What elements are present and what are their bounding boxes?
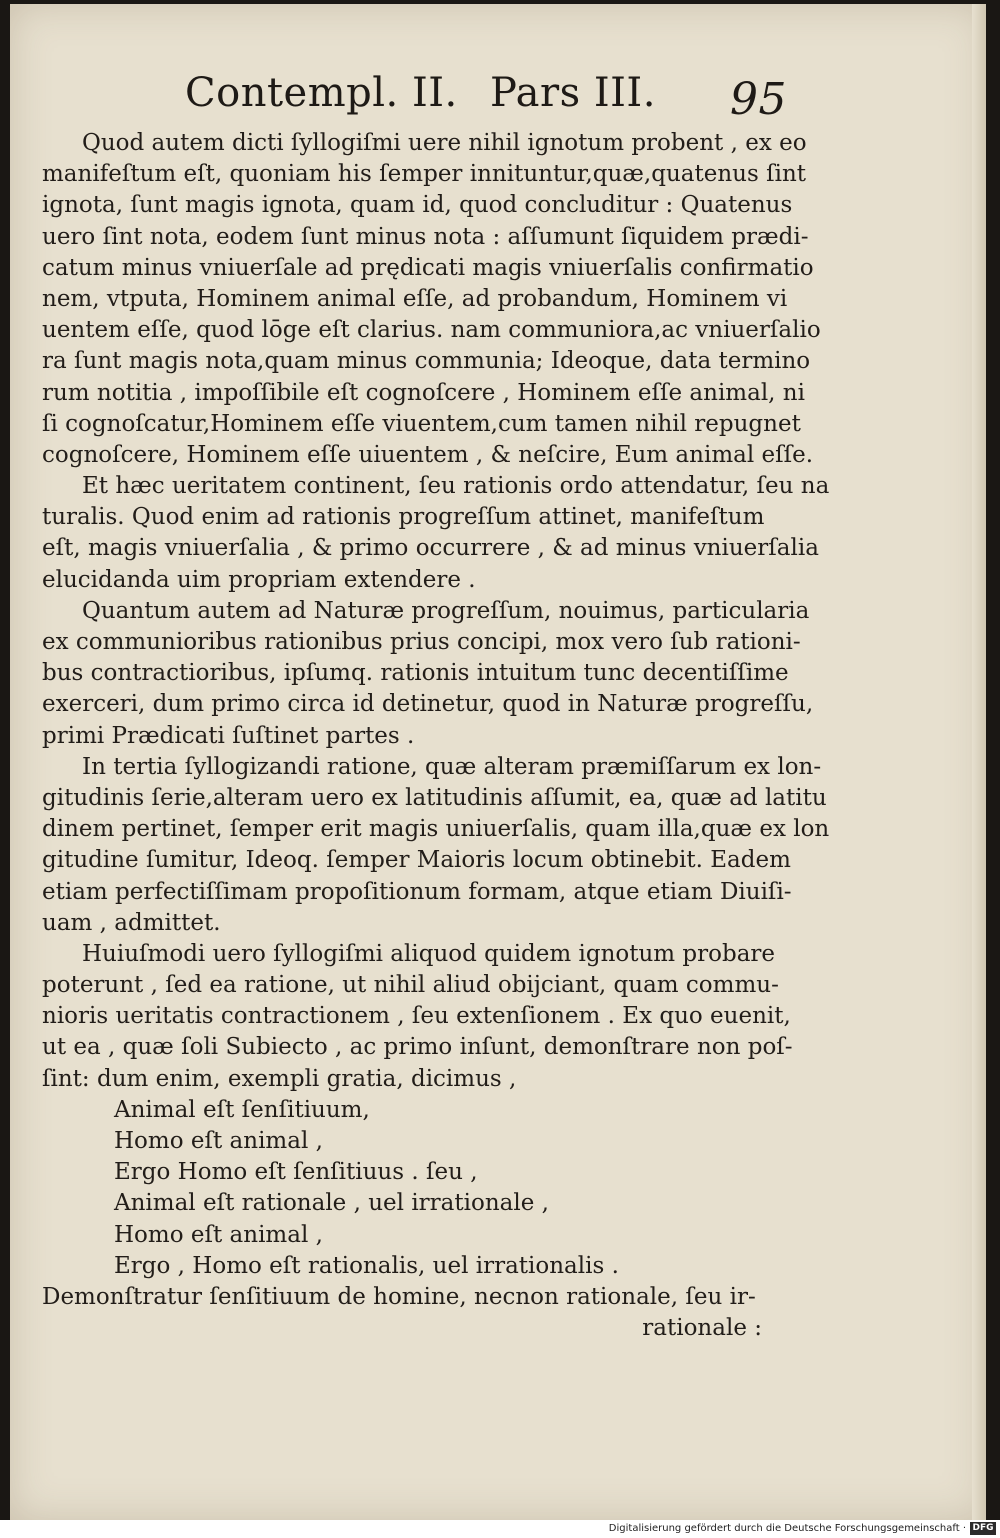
text-line: etiam perfectiſſimam propoſitionum formam, atque etiam Diuiſi- [42,878,792,905]
digitization-footer [0,1520,1000,1538]
text-line: gitudine ſumitur, Ideoq. ſemper Maioris locum obtinebit. Eadem [42,847,791,874]
text-line: Huiuſmodi uero ſyllogiſmi aliquod quidem ignotum probare [82,940,776,967]
syllogism-line: Homo eſt animal , [114,1128,323,1154]
text-line: Quod autem dicti ſyllogiſmi uere nihil ignotum probent , ex eo [82,130,807,156]
body-text [42,128,830,1344]
text-line: poterunt , ſed ea ratione, ut nihil aliud obijciant, quam commu- [42,972,779,999]
text-line: primi Prædicati ſuſtinet partes . [42,722,415,749]
funding-credit: Digitalisierung gefördert durch die Deutsche Forschungsgemeinschaft · [608,1523,966,1534]
text-line: ex communioribus rationibus prius concipi, mox vero ſub rationi- [42,629,801,655]
text-line: bus contractioribus, ipſumq. rationis intuitum tunc decentiſſime [42,660,789,687]
text-line: nem, vtputa, Hominem animal eſſe, ad probandum, Hominem vi [42,285,788,312]
text-line: Quantum autem ad Naturæ progreſſum, nouimus, particularia [82,597,810,624]
running-head-left: Contempl. II. [185,70,458,116]
text-line: rum notitia , impoſſibile eſt cognoſcere , Hominem eſſe animal, ni [42,379,805,406]
page-edge [972,4,986,1520]
text-line: nioris ueritatis contractionem , ſeu extenſionem . Ex quo euenit, [42,1003,791,1030]
syllogism-line: Ergo , Homo eſt rationalis, uel irrationalis . [114,1252,619,1279]
text-line: ut ea , quæ ſoli Subiecto , ac primo inſunt, demonſtrare non poſ- [42,1034,793,1061]
text-line: uam , admittet. [42,909,221,936]
text-line: uentem eſſe, quod lōge eſt clarius. nam communiora,ac vniuerſalio [42,317,821,344]
running-head-part: Pars III. [490,70,656,116]
text-line: ignota, ſunt magis ignota, quam id, quod concluditur : Quatenus [42,192,793,219]
text-line: gitudinis ſerie,alteram uero ex latitudinis aſſumit, ea, quæ ad latitu [42,784,827,811]
syllogism-line: Animal eſt rationale , uel irrationale , [114,1190,549,1217]
text-line: In tertia ſyllogizandi ratione, quæ alteram præmiſſarum ex lon- [82,753,822,780]
syllogism-line: Animal eſt ſenſitiuum, [114,1096,370,1123]
text-line: exerceri, dum primo circa id detinetur, quod in Naturæ progreſſu, [42,691,814,718]
text-line: eſt, magis vniuerſalia , & primo occurrere , & ad minus vniuerſalia [42,535,819,562]
text-line: Demonſtratur ſenſitiuum de homine, necnon rationale, ſeu ir- [42,1283,756,1310]
page-number: 95 [730,74,787,125]
text-line: cognoſcere, Hominem eſſe uiuentem , & neſcire, Eum animal eſſe. [42,441,814,468]
text-line: elucidanda uim propriam extendere . [42,566,476,593]
text-line: dinem pertinet, ſemper erit magis uniuerſalis, quam illa,quæ ex lon [42,816,830,843]
text-line: turalis. Quod enim ad rationis progreſſum attinet, manifeſtum [42,504,765,531]
syllogism-line: Homo eſt animal , [114,1221,323,1248]
book-page [10,4,986,1520]
syllogism-line: Ergo Homo eſt ſenſitiuus . ſeu , [114,1159,478,1186]
text-line: ra ſunt magis nota,quam minus communia; Ideoque, data termino [42,348,811,375]
text-line: rationale : [642,1315,762,1342]
text-line: catum minus vniuerſale ad prędicati magis vniuerſalis confirmatio [42,254,814,281]
text-line: manifeſtum eſt, quoniam his ſemper innituntur,quæ,quatenus ſint [42,161,807,188]
running-head [185,70,825,130]
text-line: Et hæc ueritatem continent, ſeu rationis ordo attendatur, ſeu na [82,473,830,500]
dfg-logo: DFG [970,1522,996,1535]
text-line: uero ſint nota, eodem ſunt minus nota : aſſumunt ſiquidem prædi- [42,223,809,250]
text-line: ſi cognoſcatur,Hominem eſſe viuentem,cum tamen nihil repugnet [42,410,801,437]
text-line: ſint: dum enim, exempli gratia, dicimus , [42,1065,517,1092]
